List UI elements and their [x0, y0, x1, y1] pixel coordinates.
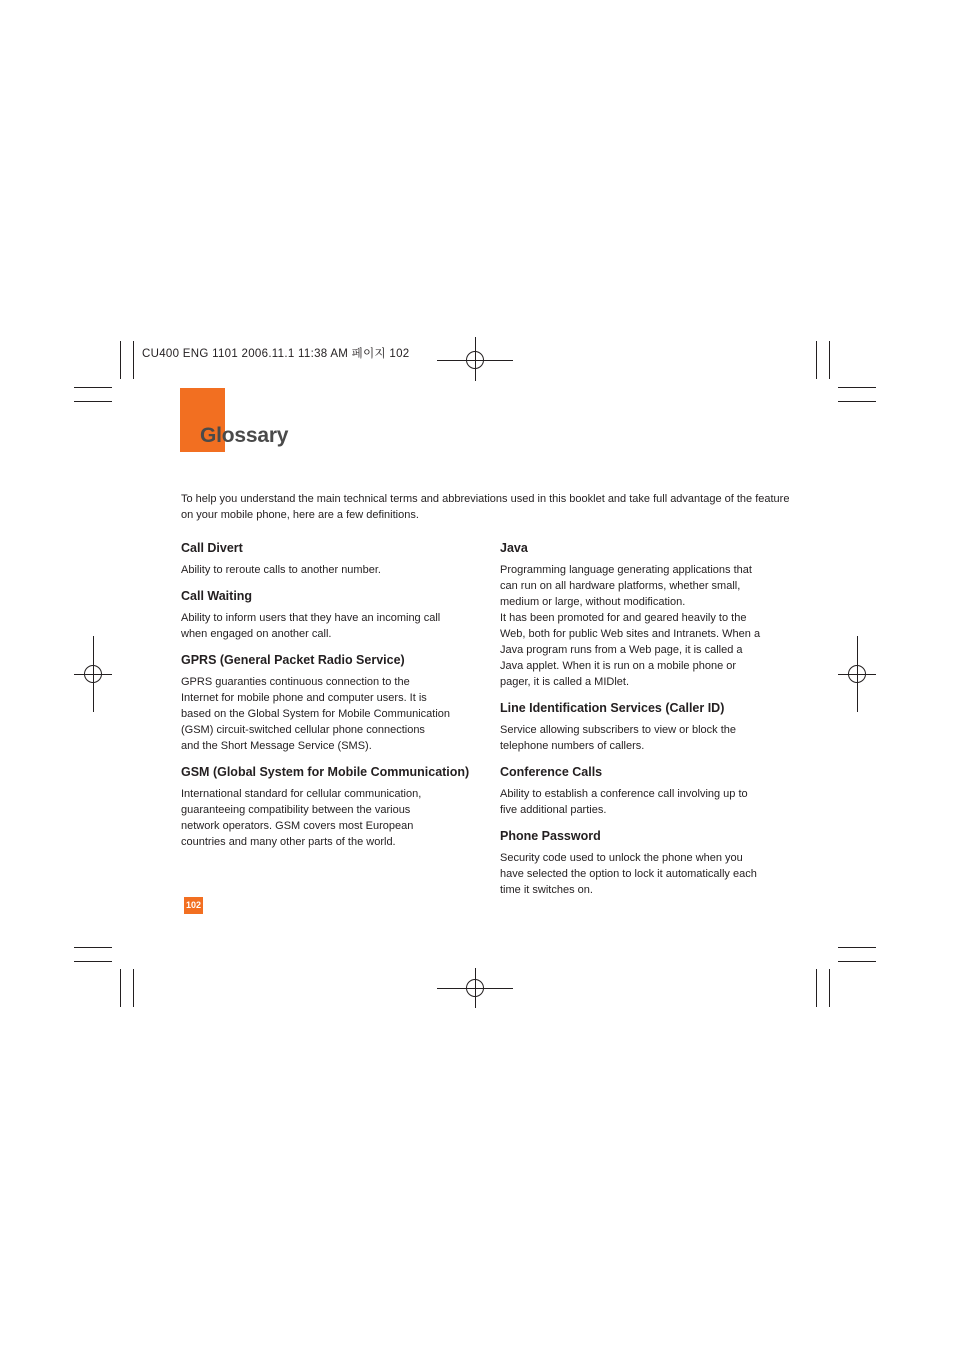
glossary-definition: GPRS guaranties continuous connection to the Internet for mobile phone and computer users. It is based on the Global System for Mobile Communication (GSM) circuit-switched cellular phone connections and the Short Message Service (SMS). — [181, 676, 451, 752]
glossary-entry — [500, 764, 785, 818]
crop-mark — [133, 341, 134, 379]
glossary-definition: Security code used to unlock the phone when you have selected the option to lock it automatically each time it switches on. — [500, 852, 757, 896]
crop-mark — [829, 341, 830, 379]
glossary-entry — [181, 588, 471, 642]
glossary-entry — [181, 652, 471, 754]
crop-mark — [74, 401, 112, 402]
glossary-left-column — [181, 540, 471, 860]
glossary-definition: Ability to reroute calls to another number. — [181, 564, 381, 576]
glossary-term: Call Waiting — [181, 589, 253, 603]
crop-mark — [838, 947, 876, 948]
crop-mark — [74, 947, 112, 948]
crop-mark — [74, 387, 112, 388]
glossary-entry — [181, 764, 471, 850]
crop-mark — [816, 969, 817, 1007]
glossary-definition: International standard for cellular communication, guaranteeing compatibility between the various network operators. GSM covers most European countries and many other parts of the world. — [181, 788, 422, 848]
crop-mark — [838, 401, 876, 402]
glossary-entry — [500, 828, 785, 898]
glossary-term: Conference Calls — [500, 765, 603, 779]
glossary-right-column — [500, 540, 785, 908]
crop-mark — [133, 969, 134, 1007]
intro-paragraph: To help you understand the main technical terms and abbreviations used in this booklet and take full advantage of the feature on your mobile phone, here are a few definitions. — [181, 493, 790, 521]
glossary-entry — [500, 700, 785, 754]
glossary-term: Java — [500, 541, 528, 555]
crop-mark — [74, 961, 112, 962]
glossary-entry — [181, 540, 471, 578]
crop-mark — [816, 341, 817, 379]
page-title: Glossary — [200, 424, 289, 447]
crop-mark — [838, 961, 876, 962]
page-number-badge: 102 — [184, 897, 203, 914]
crop-mark — [838, 387, 876, 388]
glossary-term: Line Identification Services (Caller ID) — [500, 701, 725, 715]
glossary-definition: Service allowing subscribers to view or block the telephone numbers of callers. — [500, 724, 736, 752]
glossary-entry — [500, 540, 785, 690]
glossary-term: GSM (Global System for Mobile Communication) — [181, 765, 470, 779]
glossary-definition: Ability to inform users that they have an incoming call when engaged on another call. — [181, 612, 441, 640]
glossary-term: Call Divert — [181, 541, 243, 555]
crop-mark — [120, 341, 121, 379]
print-slug: CU400 ENG 1101 2006.11.1 11:38 AM 페이지 102 — [142, 348, 410, 360]
glossary-term: GPRS (General Packet Radio Service) — [181, 653, 405, 667]
glossary-term: Phone Password — [500, 829, 601, 843]
glossary-definition: Ability to establish a conference call involving up to five additional parties. — [500, 788, 748, 816]
crop-mark — [120, 969, 121, 1007]
glossary-definition: Programming language generating applications that can run on all hardware platforms, whether small, medium or large, without modification. It has been promoted for and geared heavily to the Web, both for public Web sites and Intranets. When a Java program runs from a Web page, it is called a Java applet. When it is run on a mobile phone or pager, it is called a MIDlet. — [500, 564, 761, 688]
crop-mark — [829, 969, 830, 1007]
